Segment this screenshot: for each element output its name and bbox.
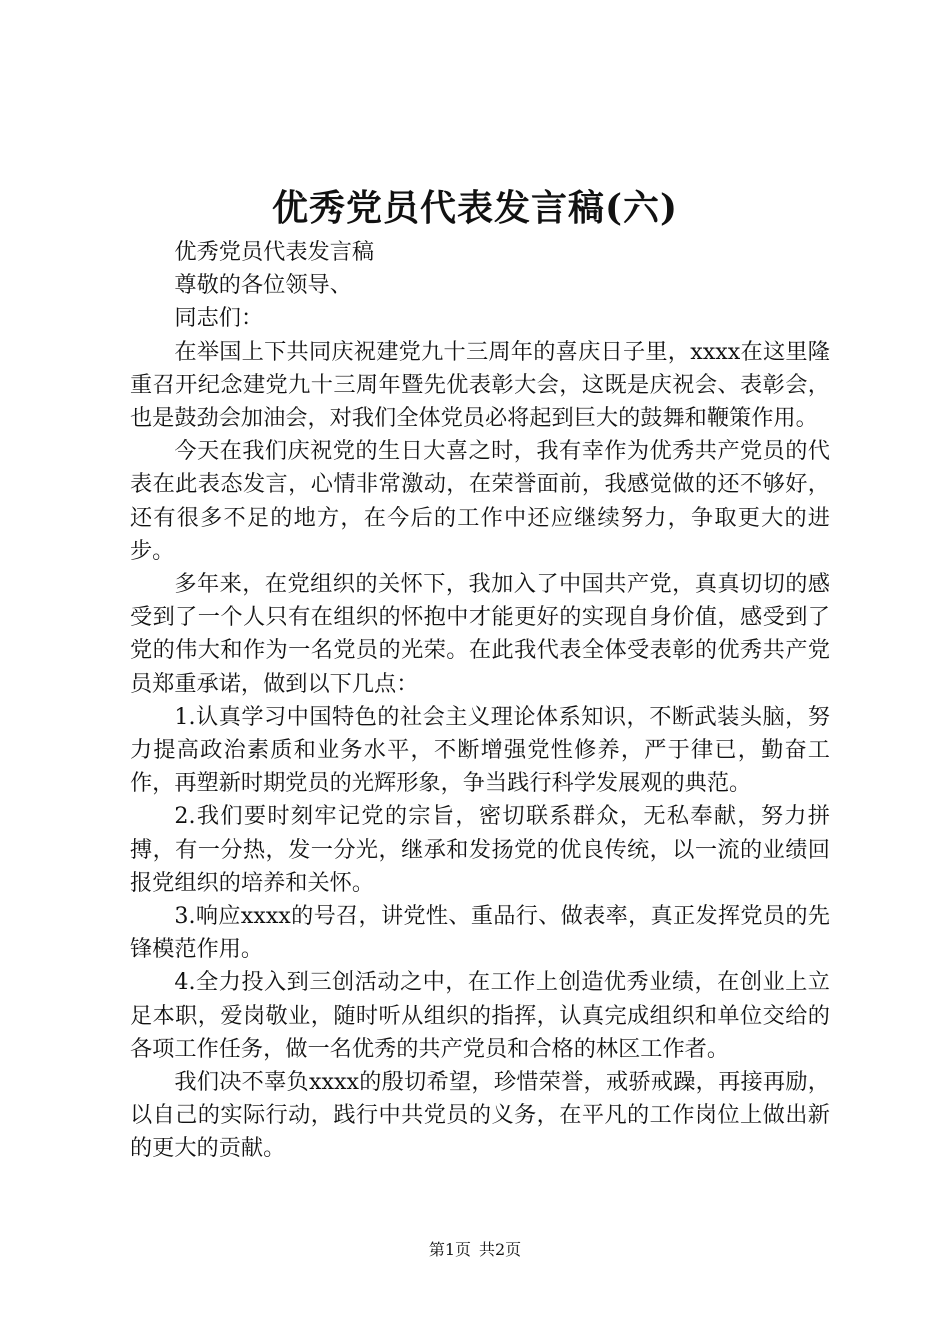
paragraph-point-3: 3.响应xxxx的号召，讲党性、重品行、做表率，真正发挥党员的先锋模范作用。 xyxy=(130,903,830,963)
paragraph-closing: 我们决不辜负xxxx的殷切希望，珍惜荣誉，戒骄戒躁，再接再励，以自己的实际行动，践行中共党员的义务，在平凡的工作岗位上做出新的更大的贡献。 xyxy=(130,1069,830,1162)
page-footer xyxy=(0,1238,950,1262)
paragraph-salutation-2: 同志们： xyxy=(174,305,264,332)
paragraph-point-4: 4.全力投入到三创活动之中，在工作上创造优秀业绩，在创业上立足本职，爱岗敬业，随时听从组织的指挥，认真完成组织和单位交给的各项工作任务，做一名优秀的共产党员和合格的林区工作者。 xyxy=(130,969,830,1062)
paragraph-body: 今天在我们庆祝党的生日大喜之时，我有幸作为优秀共产党员的代表在此表态发言，心情非常激动，在荣誉面前，我感觉做的还不够好，还有很多不足的地方，在今后的工作中还应继续努力，争取更大的进步。 xyxy=(130,438,830,564)
page-number-current: 第1页 xyxy=(428,1240,471,1259)
paragraph-body: 在举国上下共同庆祝建党九十三周年的喜庆日子里，xxxx在这里隆重召开纪念建党九十三周年暨先优表彰大会，这既是庆祝会、表彰会，也是鼓劲会加油会，对我们全体党员必将起到巨大的鼓舞和鞭策作用。 xyxy=(130,338,830,432)
paragraph-heading: 优秀党员代表发言稿 xyxy=(174,239,375,265)
paragraph-point-2: 2.我们要时刻牢记党的宗旨，密切联系群众，无私奉献，努力拼搏，有一分热，发一分光，继承和发扬党的优良传统，以一流的业绩回报党组织的培养和关怀。 xyxy=(130,803,830,896)
document-body xyxy=(130,236,830,1166)
paragraph-body: 多年来，在党组织的关怀下，我加入了中国共产党，真真切切的感受到了一个人只有在组织的怀抱中才能更好的实现自身价值，感受到了党的伟大和作为一名党员的光荣。在此我代表全体受表彰的优秀共产党员郑重承诺，做到以下几点： xyxy=(130,571,830,697)
document-title: 优秀党员代表发言稿(六) xyxy=(271,187,679,229)
paragraph-salutation: 尊敬的各位领导、 xyxy=(174,272,352,299)
paragraph-point-1: 1.认真学习中国特色的社会主义理论体系知识，不断武装头脑，努力提高政治素质和业务水平，不断增强党性修养，严于律已，勤奋工作，再塑新时期党员的光辉形象，争当践行科学发展观的典范。 xyxy=(130,703,830,797)
page-number-total: 共2页 xyxy=(479,1240,522,1259)
